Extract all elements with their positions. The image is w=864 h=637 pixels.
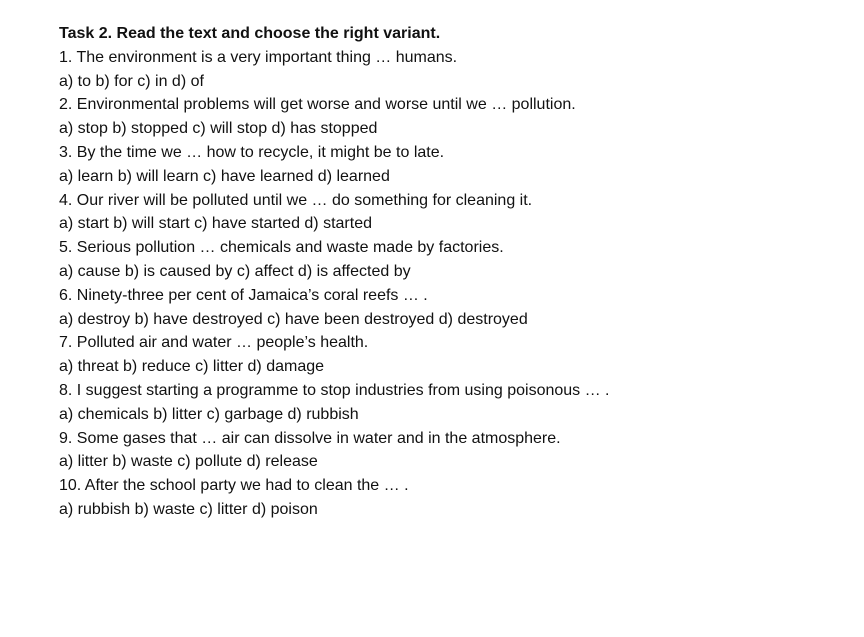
question-text: 2. Environmental problems will get worse and worse until we … pollution. — [59, 96, 576, 114]
question-options: a) learn b) will learn c) have learned d) learned — [59, 167, 390, 185]
question-4 — [59, 189, 854, 237]
question-1 — [59, 46, 854, 94]
worksheet-page — [59, 22, 854, 522]
question-options: a) chemicals b) litter c) garbage d) rubbish — [59, 405, 359, 423]
question-3 — [59, 141, 854, 189]
question-text: 8. I suggest starting a programme to stop industries from using poisonous … . — [59, 381, 610, 399]
question-options: a) stop b) stopped c) will stop d) has stopped — [59, 120, 378, 138]
question-options: a) cause b) is caused by c) affect d) is affected by — [59, 262, 411, 280]
question-5 — [59, 236, 854, 284]
question-8 — [59, 379, 854, 427]
question-text: 10. After the school party we had to clean the … . — [59, 477, 409, 495]
question-options: a) start b) will start c) have started d) started — [59, 215, 372, 233]
task-title: Task 2. Read the text and choose the right variant. — [59, 25, 441, 42]
question-text: 6. Ninety-three per cent of Jamaica’s coral reefs … . — [59, 286, 428, 304]
question-7 — [59, 331, 854, 379]
question-text: 3. By the time we … how to recycle, it might be to late. — [59, 143, 445, 161]
question-text: 7. Polluted air and water … people’s health. — [59, 334, 369, 352]
question-options: a) threat b) reduce c) litter d) damage — [59, 358, 325, 376]
question-6 — [59, 284, 854, 332]
question-text: 1. The environment is a very important thing … humans. — [59, 48, 458, 66]
question-2 — [59, 93, 854, 141]
question-options: a) to b) for c) in d) of — [59, 72, 204, 90]
question-options: a) rubbish b) waste c) litter d) poison — [59, 500, 318, 518]
question-text: 9. Some gases that … air can dissolve in water and in the atmosphere. — [59, 429, 561, 447]
question-options: a) destroy b) have destroyed c) have been destroyed d) destroyed — [59, 310, 528, 328]
question-9 — [59, 427, 854, 475]
question-options: a) litter b) waste c) pollute d) release — [59, 453, 318, 471]
question-text: 5. Serious pollution … chemicals and waste made by factories. — [59, 239, 504, 257]
question-text: 4. Our river will be polluted until we … do something for cleaning it. — [59, 191, 533, 209]
question-10 — [59, 474, 854, 522]
